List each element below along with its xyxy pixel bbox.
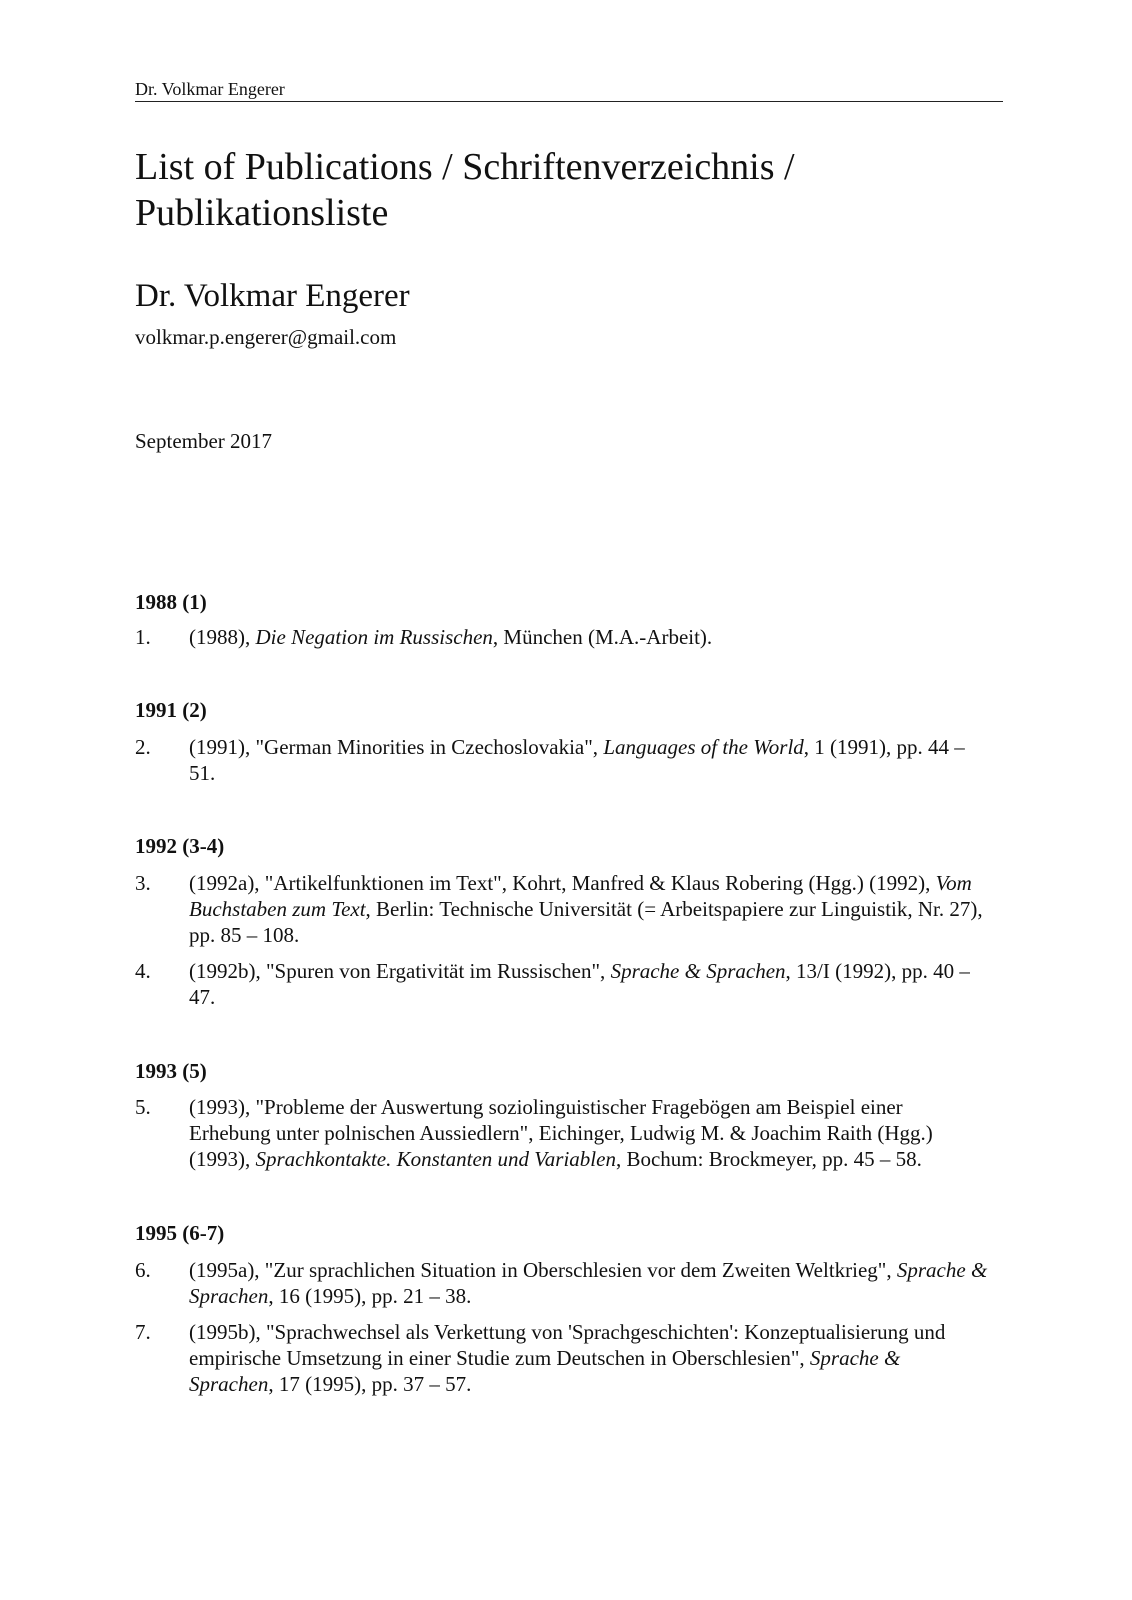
document-title (135, 144, 1003, 236)
entry-text-run: , Bochum: Brockmeyer, pp. 45 – 58. (615, 1147, 922, 1171)
entry-text-run: , 16 (1995), pp. 21 – 38. (268, 1284, 472, 1308)
entry-text-run: (1995a), "Zur sprachlichen Situation in Oberschlesien vor dem Zweiten Weltkrieg", (189, 1258, 897, 1282)
entry-text-run: , 1 (1991), pp. 44 – 51. (189, 735, 965, 785)
document-date: September 2017 (135, 429, 273, 453)
year-heading-1991: 1991 (2) (135, 698, 207, 722)
entry-number: 5. (135, 1095, 151, 1119)
entry-text-run: , Berlin: Technische Universität (= Arbeitspapiere zur Linguistik, Nr. 27), pp. 85 – 108. (189, 897, 983, 947)
entry-number: 1. (135, 625, 151, 649)
entry-text (189, 1257, 989, 1309)
entry-title-italic: Die Negation im Russischen (255, 625, 493, 649)
entry-title-italic: Sprache & Sprachen (189, 1258, 988, 1308)
entry-text-run: (1992a), "Artikelfunktionen im Text", Kohrt, Manfred & Klaus Robering (Hgg.) (1992), (189, 871, 936, 895)
entry-number: 7. (135, 1320, 151, 1344)
entry-text (189, 1094, 989, 1172)
entry-title-italic: Sprachkontakte. Konstanten und Variablen (255, 1147, 616, 1171)
entry-text-run: (1991), "German Minorities in Czechoslovakia", (189, 735, 604, 759)
entry-text-run: (1995b), "Sprachwechsel als Verkettung von 'Sprachgeschichten': Konzeptualisierung und empirische Umsetzung in einer Studie zum Deutschen in Oberschlesien", (189, 1320, 946, 1370)
author-email: volkmar.p.engerer@gmail.com (135, 325, 397, 349)
entry-title-italic: Sprache & Sprachen (610, 959, 786, 983)
year-heading-1993: 1993 (5) (135, 1059, 207, 1083)
entry-text (189, 1319, 989, 1397)
entry-number: 6. (135, 1258, 151, 1282)
year-heading-1992: 1992 (3-4) (135, 834, 225, 858)
entry-title-italic: Vom Buchstaben zum Text (189, 871, 972, 921)
entry-text-run: , 13/I (1992), pp. 40 – 47. (189, 959, 970, 1009)
entry-text-run: , München (M.A.-Arbeit). (492, 625, 713, 649)
entry-number: 2. (135, 735, 151, 759)
entry-number: 4. (135, 959, 151, 983)
document-title-line-2: Publikationsliste (135, 192, 389, 234)
entry-text (189, 870, 989, 948)
entry-text (189, 958, 989, 1010)
author-name: Dr. Volkmar Engerer (135, 278, 410, 314)
entry-number: 3. (135, 871, 151, 895)
entry-text (189, 734, 989, 786)
running-header: Dr. Volkmar Engerer (135, 78, 1003, 102)
entry-text-run: (1988), (189, 625, 256, 649)
document-title-line-1: List of Publications / Schriftenverzeichnis / (135, 146, 795, 188)
entry-title-italic: Sprache & Sprachen (189, 1346, 901, 1396)
year-heading-1995: 1995 (6-7) (135, 1221, 225, 1245)
year-heading-1988: 1988 (1) (135, 590, 207, 614)
entry-text-run: , 17 (1995), pp. 37 – 57. (268, 1372, 472, 1396)
entry-title-italic: Languages of the World (603, 735, 804, 759)
entry-text-run: (1992b), "Spuren von Ergativität im Russischen", (189, 959, 611, 983)
entry-text (189, 624, 989, 650)
entry-text-run: (1993), "Probleme der Auswertung soziolinguistischer Fragebögen am Beispiel einer Erhebung unter polnischen Aussiedlern", Eichinger, Ludwig M. & Joachim Raith (Hgg.) (1993), (189, 1095, 933, 1171)
